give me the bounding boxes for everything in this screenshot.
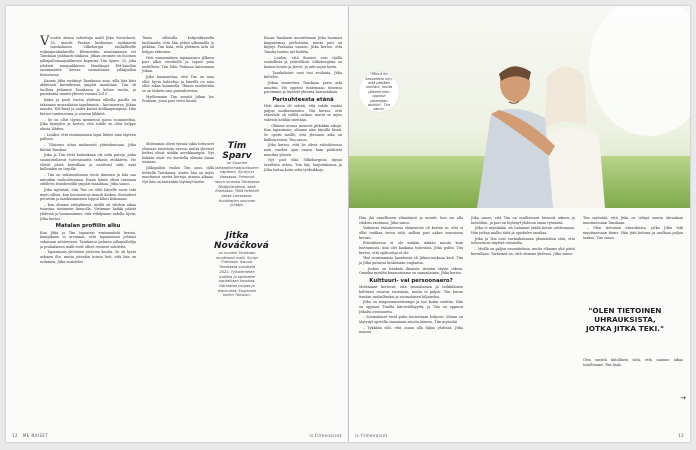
article-column-2b [142, 142, 214, 186]
article-column-3 [264, 36, 342, 173]
body-paragraph: – Joskus on hankala ilmaista itseään täysin oikein. Onneksi meidän huumorimme on samanlainen, Jitka kertoo. [359, 266, 463, 276]
body-paragraph: Jitka kertoo, että he olivat etäsuhteessa noin vuoden ajan ennen kuin päättivät muuttaa yhteen. [264, 143, 342, 157]
body-paragraph: – Suomalaiset eivät puhu tunteistaan helposti. Minun on täytynyt opetella sanomaan asioita ääneen, Tim myöntää. [359, 315, 463, 324]
body-paragraph: Heti alussa oli selvää, että suhde vaatisi paljon matkustamista. Tim kertoo, että etäsuhde oli välillä raskas, mutta se myös vahvisti heidän siteitään. [264, 104, 342, 123]
left-page [6, 6, 348, 442]
page-number: 13 [678, 433, 684, 438]
body-paragraph: Jitka myöntää, että Tim on ollut hänelle suuri tuki myös silloin, kun koronavirus muutti kaiken. Kuvaukset peruttiin ja matkustaminen loppui lähes kokonaan. [40, 187, 136, 202]
body-paragraph: Jitka huomauttaa, että Tim on aina ollut hyvin kohtelias ja hänellä on aina ollut aikaa kuunnella. Hänen mielestään se on tärkein asia parisuhteessa. [142, 75, 214, 93]
right-page [349, 6, 690, 442]
footer-web: is.fi/menaiset [355, 433, 388, 438]
body-paragraph: – Tykkään silti, että osaan olla hiljaa yhdessä, Jitka nauraa. [359, 325, 463, 335]
body-paragraph: – Olen tietoinen uhrauksista, jotka Jitka teki muuttaessaan tänne. Hän jätti kotinsa ja urallaan paljon taakse, Tim sanoo. [583, 226, 683, 240]
body-paragraph: Jitka ei myöskään ole halunnut jäädä kotiin odottamaan. Hän jatkaa mallin töitä ja opiskelee tanskaa. [471, 226, 575, 235]
body-paragraph: Olen meistä kiitollinen siitä, että saimme aikaa toisillemme, Tim lisää. [583, 358, 683, 367]
body-paragraph: – Tim on uskomattoman rento ihminen ja hän saa minutkin rauhoittumaan. Ilman häntä olisin varmaan edelleen lentokentillä ympäri maailmaa, Jitka sanoo. [40, 172, 136, 187]
subheading: Parisuhteesta etänä [272, 96, 334, 103]
tim-sparv-bio-box [214, 142, 260, 208]
brand-name: ME NAISET [22, 433, 49, 438]
page-number: 12 [12, 433, 18, 438]
article-column-4 [359, 216, 463, 336]
article-column-5 [471, 216, 575, 258]
article-column-6 [583, 216, 683, 241]
body-paragraph: Jitka ja Tim eivät kuitenkaan ole niitä pareja, jotka suunnittelisivat tulevaisuutta tarkasti etukäteen. He elävät päivä kerrallaan ja nauttivat siitä, mitä kulloinkin on tarjolla. [40, 153, 136, 172]
pull-quote: "OLEN TIETOINEN UHRAUKSISTA, JOTKA JITKA TEKI." [586, 306, 664, 333]
caption-text: "Minut on kasvatettu niin, että pärjään omillani, mutta jälkeen olen oppinut jakamaan asioita", Tim sanoo. [365, 72, 393, 112]
body-paragraph: Molemmat olivat työnsä takia tottuneet olemaan toisistaan erossa, mutta yhteiset hetket olivat sitäkin arvokkaampia. Nyt hekään eivät voi kuvitella elämää ilman toisiaan. [142, 142, 214, 165]
body-paragraph: Tim myöntää, että Jitka on tehnyt suuria uhrauksia muuttaessaan Tanskaan. [583, 216, 683, 225]
body-paragraph: Jitka on temperamenttisempi ja tuo kotiin vauhtia. Hän on oppinut Timiltä kärsivällisyyttä, ja Tim on oppinut Jitkalta avoimuutta. [359, 300, 463, 314]
body-paragraph: Molemmat kertovat, että suomalainen ja tsekkiläinen kulttuuri eroavat toisistaan, mutta ei paljon. Tim kuvaa itseään rauhalliseksi ja suomalaisen hiljaiseksi. [359, 285, 463, 299]
body-paragraph: Vaikeinta etäsuhteessa elämisessä oli kestää se, että ei ollut tarkkaa tietoa siitä, milloin pari näkee seuraavan kerran. [359, 226, 463, 240]
body-paragraph: Kauas Tanskaan muutettuaan Jitka huomasi kaipaavansa perhettään, mutta pari on käynyt Prahassa useasti. Jitka kertoo, että Tanska tuntuu nyt kodilta. [264, 36, 342, 54]
bio-text: on Suomen jalkapallomaajoukkueen kapteeni. Syntynyt Vaasassa. Pelannut muun muassa Tanskassa Midtjyllandissa, sekä Kreikassa. Tällä hetkellä pelaa Larissassa. Huuhkajien suunnan johtaja. [214, 161, 260, 208]
body-paragraph: – Lisäksi, että ensimmäinen lapsi lähtee aina täyteen palloon. [40, 132, 136, 142]
photo-illustration [349, 6, 690, 208]
subheading: Matalan profiilin alku [55, 223, 121, 230]
bio-text: on vuoden Tanskaan muuttanut malli. Syntyi Prahassa. Asunut Tanskassa vuodesta 2021. Työskentelee mallina ja opiskelee parhaillaan tanskaa. Harrastaa joogaa ja leipomista. Englannin kielen Tanskan. [215, 251, 259, 298]
body-paragraph: Kun Jitka ja Tim tapasivat ensimmäistä kertaa, kumpikaan ei arvannut, että tapaaminen johtaisi vakavaan suhteeseen. Tanskassa pelaava jalkapalloilija ja prahalainen malli eivät olleet etsineet suhdetta. [40, 230, 136, 249]
body-paragraph: Kaunis Jitka eivätinyt Tanskassa aina, sillä hän kävi ahkerasti kuvauksissa ympäri maailmaa. Tim oli tuolloin pelannut Tanskassa jo kolme vuotta, ja pariskunta muutti yhteen vuonna 2019. [40, 78, 136, 97]
body-paragraph: Jitka sanoo, että Tim on osallistunut hienosti arkeen ja kotitöihin, ja pari on löytänyt yhdessä oman rytminsä. [471, 216, 575, 225]
body-paragraph: – Meillä on paljon suunnitelmia, mutta elämme yhä päivä kerrallaan. Tärkeintä on, että olemme yhdessä, Jitka sanoo. [471, 247, 575, 256]
body-paragraph: – Tilaisuus ottaa mukavasti yhteiskuntaan, Jitka kiittää Tanskaa. [40, 143, 136, 152]
couple-photo [349, 6, 690, 208]
subheading: Kulttuuri- vai persoonaero? [369, 277, 453, 284]
article-column-6b [583, 358, 683, 368]
body-paragraph: – Tapasimme yhteisten ystävien kautta. Se oli hyvin arkinen ilta, mutta jotenkin tunsin heti, että hän on erilainen, Jitka muistelee. [40, 250, 136, 264]
body-paragraph: – Kun olimme eristyksissä, meillä oli vihdoin aikaa tutustua toisiimme kunnolla. Vietimme kaikki päivät yhdessä ja huomasimme, että viihdymme todella hyvin, Jitka kertoo. [40, 202, 136, 221]
footer-left [12, 433, 48, 438]
body-paragraph: – Tanskalaiset ovat tosi avuliaita, Jitka kiittelee. [264, 70, 342, 80]
body-paragraph: Hän jää onnelliseen elämäänsä ja muutti, kun sai olla vihdoin rauhassa, Jitka sanoo. [359, 216, 463, 225]
body-paragraph: Jalkapallon vuoksi Tim asuu tällä hetkellä Tanskassa, mutta hän on myös muuttanut useita kertoja uransa aikana. Nyt hän on kuitenkin löytänyt kodin. [142, 166, 214, 184]
body-paragraph: Heti ensimmäisen tapaamisen jälkeen pari alkoi viestitellä ja tapasi pian uudelleen. Tim lähti Prahaan katsomaan Jitkaa. [142, 55, 214, 74]
continue-arrow-icon: → [680, 394, 686, 402]
bio-name: Tim Sparv [222, 141, 252, 161]
body-paragraph: – Luulen, että ihmiset ovat täällä rauhallisia ja ystävällisiä. Silkeborgissa on kaunis luonto ja järvet, ja arki sujuu hyvin. [264, 55, 342, 69]
article-column-1 [40, 36, 136, 265]
drop-cap: V [40, 34, 50, 49]
photo-caption-bubble [359, 72, 399, 112]
body-paragraph: Myöhemmin Tim muutti Jitkan luo Prahaan, jossa pari vietti kesän. [142, 94, 214, 104]
footer-web: is.fi/menaiset [309, 433, 342, 438]
bio-name: Jitka Nováčková [214, 231, 269, 251]
body-paragraph: Jitka ja Tim ovat vastauksissaan yksimielisiä siitä, että tulevaisuus näyttää valoisalta. [471, 236, 575, 246]
body-paragraph: – Se on ollut täysin mennessä paras suunnitelma, Jitka hymyilee ja kertoo, että suhde on ollut helppo alusta lähtien. [40, 117, 136, 131]
body-paragraph: Kaksi ja puoli vuotta yhdessä olleella parilla on takanaan monenlaisia tapahtumia – koronavirus, Jitkan muutto, EM-kisat ja uudet kuviot kotikaupungissa. Hän kertoo tunteneensa jo vauvan liikkeet. [40, 98, 136, 116]
article-column-2 [142, 36, 214, 105]
body-paragraph: – Olimme erossa monesti pitkiäkin aikoja. Kun tapasimme, olimme aina täysillä läsnä. Se opetti meille, että yhteinen aika on kallisarvoista, Tim sanoo. [264, 123, 342, 142]
body-paragraph: Etäsuhteessa ei ole mitään mitään muuta kuin luottamusta, kun olet kaukana toisestasi, Jitka pohtii. Tim kertoo, että epäluuloja ei ole. [359, 241, 463, 255]
body-paragraph: Nyt pari elää Silkeborgissa täysin tavallista arkea. Tim käy harjoituksissa ja Jitka hoitaa kotia sekä työkeikkoja. [264, 158, 342, 172]
intro-paragraph: uoden alussa taberitaja malli Jitka Novácková, 28, muutti Prahan keskustan sydämestä tanskalaisen Silkeborgin rauhalliselle esikaupunkialueelle. Elementtiin muuttaminen vei Tanskaan puhtaasti rakkaus. Jitkan avomies on Suomen jalkapallomaajoukkueen kapteeni Tim Sparv, 33, joka johdatti maajoukkueen Huuhkajat EM-kisoihin ensimmäistä kertaa suomalaisen jalkapallon historiassa. [40, 36, 136, 77]
body-paragraph: Timin silloisilla kotijoukkueella huolimatta, että hän pelasi ulkomailla jo pitkään. Tim koki, että yhteinen arki oli helppo rakentaa. [142, 36, 214, 54]
jitka-bio-box [214, 231, 269, 298]
body-paragraph: Jitkan muutettua Tanskaan parin arki muuttui. He oppivat tuntemaan toisensa paremmin ja löysivät yhteisiä harrastuksia. [264, 80, 342, 95]
body-paragraph: Yksi suurimmista haasteista oli Jitkan mukaan kieli. Tim ja Jitka puhuvat keskenään englantia. [359, 256, 463, 265]
